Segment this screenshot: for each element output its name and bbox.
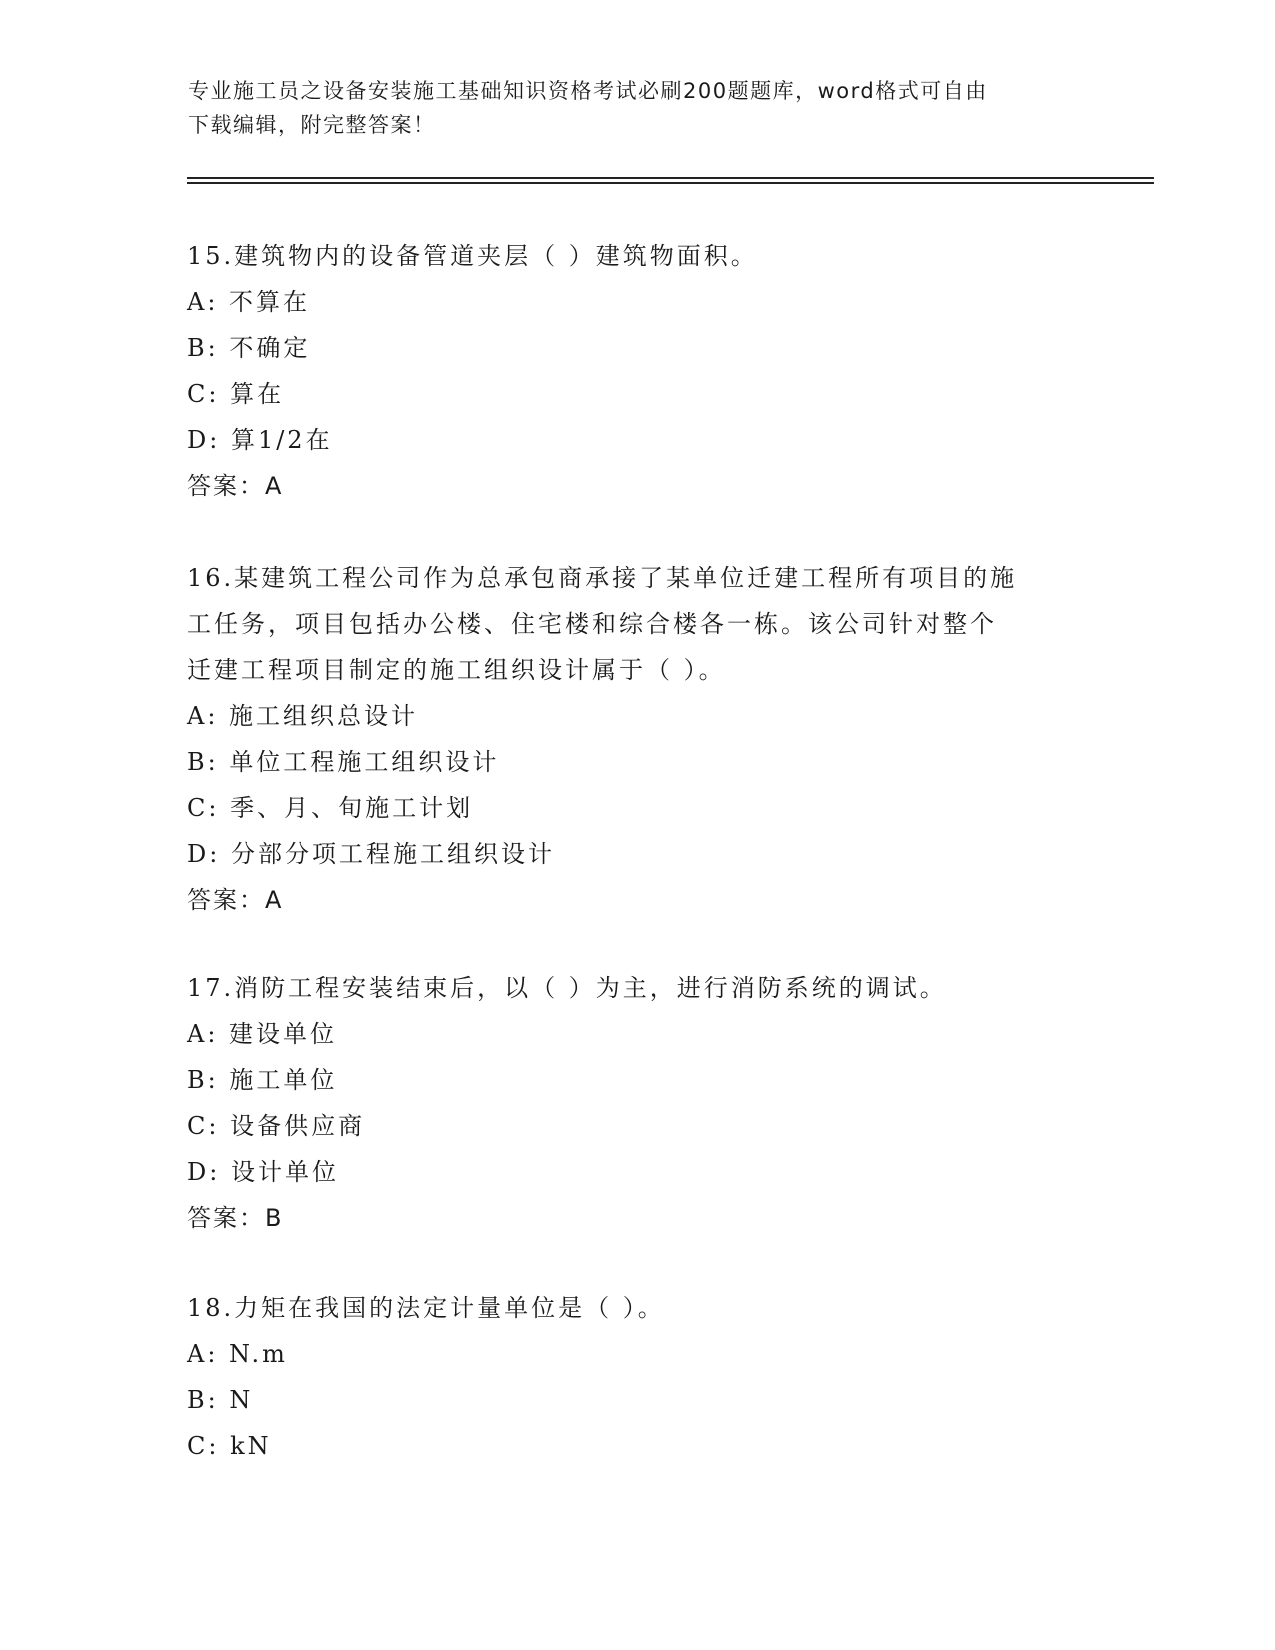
option-d: D: 算1/2在 bbox=[187, 426, 333, 454]
question-stem-line: 16.某建筑工程公司作为总承包商承接了某单位迁建工程所有项目的施 bbox=[187, 564, 1018, 592]
answer-line: 答案：A bbox=[187, 886, 284, 914]
option-b: B: N bbox=[187, 1386, 254, 1414]
header-line-1: 专业施工员之设备安装施工基础知识资格考试必刷200题题库，word格式可自由 bbox=[188, 79, 988, 103]
option-a: A: 建设单位 bbox=[187, 1020, 338, 1048]
question-stem bbox=[187, 965, 1087, 1011]
option-b: B: 施工单位 bbox=[187, 1066, 338, 1094]
option-c: C: kN bbox=[187, 1432, 272, 1460]
question-17 bbox=[187, 965, 1087, 1241]
question-stem-line: 15.建筑物内的设备管道夹层（ ）建筑物面积。 bbox=[187, 242, 758, 270]
question-15 bbox=[187, 233, 1087, 509]
option-c: C: 季、月、旬施工计划 bbox=[187, 794, 474, 822]
question-stem-line: 17.消防工程安装结束后，以（ ）为主，进行消防系统的调试。 bbox=[187, 974, 947, 1002]
header-divider-top bbox=[187, 177, 1154, 179]
question-18 bbox=[187, 1285, 1087, 1469]
header-divider-bottom bbox=[187, 182, 1154, 184]
option-c: C: 设备供应商 bbox=[187, 1112, 366, 1140]
option-a: A: 施工组织总设计 bbox=[187, 702, 419, 730]
question-stem bbox=[187, 1285, 1087, 1331]
option-a: A: N.m bbox=[187, 1340, 288, 1368]
answer-line: 答案：B bbox=[187, 1204, 284, 1232]
question-stem-line: 迁建工程项目制定的施工组织设计属于（ ）。 bbox=[187, 656, 726, 684]
document-header bbox=[188, 74, 1088, 142]
option-d: D: 分部分项工程施工组织设计 bbox=[187, 840, 555, 868]
answer-line: 答案：A bbox=[187, 472, 284, 500]
option-c: C: 算在 bbox=[187, 380, 285, 408]
question-stem bbox=[187, 233, 1087, 279]
option-b: B: 单位工程施工组织设计 bbox=[187, 748, 500, 776]
option-d: D: 设计单位 bbox=[187, 1158, 339, 1186]
question-stem-line: 18.力矩在我国的法定计量单位是（ ）。 bbox=[187, 1294, 665, 1322]
option-b: B: 不确定 bbox=[187, 334, 311, 362]
option-a: A: 不算在 bbox=[187, 288, 311, 316]
question-16 bbox=[187, 555, 1087, 923]
header-line-2: 下载编辑，附完整答案！ bbox=[188, 113, 436, 137]
question-stem-line: 工任务，项目包括办公楼、住宅楼和综合楼各一栋。该公司针对整个 bbox=[187, 610, 997, 638]
question-stem bbox=[187, 555, 1087, 693]
